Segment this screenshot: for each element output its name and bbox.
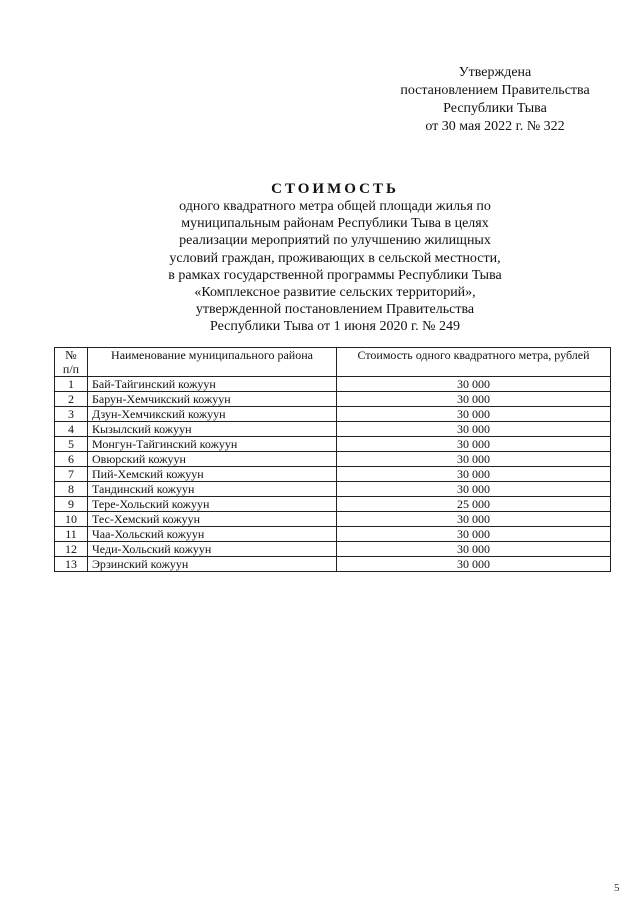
cost-value: 30 000 xyxy=(337,467,611,482)
approval-line-4: от 30 мая 2022 г. № 322 xyxy=(425,119,565,134)
cost-value: 30 000 xyxy=(337,407,611,422)
row-number: 13 xyxy=(55,557,88,572)
cost-value: 30 000 xyxy=(337,377,611,392)
table-row xyxy=(55,497,611,512)
row-number: 10 xyxy=(55,512,88,527)
table-row xyxy=(55,392,611,407)
subtitle-line: Республики Тыва от 1 июня 2020 г. № 249 xyxy=(210,319,460,335)
row-number: 9 xyxy=(55,497,88,512)
district-name: Эрзинский кожуун xyxy=(88,557,337,572)
cost-value: 30 000 xyxy=(337,392,611,407)
district-name: Чеди-Хольский кожуун xyxy=(88,542,337,557)
row-number: 11 xyxy=(55,527,88,542)
district-name: Чаа-Хольский кожуун xyxy=(88,527,337,542)
row-number: 7 xyxy=(55,467,88,482)
row-number: 4 xyxy=(55,422,88,437)
district-name: Овюрский кожуун xyxy=(88,452,337,467)
header-district-name: Наименование муниципального района xyxy=(88,348,337,377)
title-block xyxy=(100,180,570,336)
table-row xyxy=(55,527,611,542)
approval-block xyxy=(380,64,610,136)
table-row xyxy=(55,452,611,467)
cost-value: 30 000 xyxy=(337,527,611,542)
subtitle-line: условий граждан, проживающих в сельской местности, xyxy=(169,250,501,266)
header-number xyxy=(55,348,88,377)
district-name: Барун-Хемчикский кожуун xyxy=(88,392,337,407)
district-name: Тандинский кожуун xyxy=(88,482,337,497)
cost-value: 30 000 xyxy=(337,437,611,452)
district-name: Пий-Хемский кожуун xyxy=(88,467,337,482)
subtitle-line: в рамках государственной программы Республики Тыва xyxy=(168,267,502,283)
header-number-line-1: № xyxy=(65,348,77,362)
subtitle-line: «Комплексное развитие сельских территорий», xyxy=(194,285,476,301)
document-subtitle xyxy=(100,198,570,336)
document-title: СТОИМОСТЬ xyxy=(271,181,399,197)
row-number: 6 xyxy=(55,452,88,467)
table-row xyxy=(55,422,611,437)
district-name: Тере-Хольский кожуун xyxy=(88,497,337,512)
approval-line-2: постановлением Правительства xyxy=(400,83,590,98)
row-number: 2 xyxy=(55,392,88,407)
cost-table xyxy=(54,347,611,572)
subtitle-line: утвержденной постановлением Правительства xyxy=(195,302,475,318)
subtitle-line: муниципальным районам Республики Тыва в целях xyxy=(181,216,489,232)
district-name: Дзун-Хемчикский кожуун xyxy=(88,407,337,422)
table-row xyxy=(55,512,611,527)
district-name: Монгун-Тайгинский кожуун xyxy=(88,437,337,452)
table-row xyxy=(55,542,611,557)
cost-value: 30 000 xyxy=(337,512,611,527)
district-name: Бай-Тайгинский кожуун xyxy=(88,377,337,392)
row-number: 3 xyxy=(55,407,88,422)
district-name: Кызылский кожуун xyxy=(88,422,337,437)
cost-value: 30 000 xyxy=(337,557,611,572)
row-number: 1 xyxy=(55,377,88,392)
cost-value: 30 000 xyxy=(337,452,611,467)
table-row xyxy=(55,407,611,422)
approval-line-3: Республики Тыва xyxy=(443,101,547,116)
approval-line-1: Утверждена xyxy=(458,65,532,80)
table-row xyxy=(55,557,611,572)
table-row xyxy=(55,482,611,497)
row-number: 5 xyxy=(55,437,88,452)
row-number: 12 xyxy=(55,542,88,557)
cost-value: 30 000 xyxy=(337,482,611,497)
header-cost: Стоимость одного квадратного метра, рублей xyxy=(337,348,611,377)
district-name: Тес-Хемский кожуун xyxy=(88,512,337,527)
table-row xyxy=(55,377,611,392)
cost-value: 25 000 xyxy=(337,497,611,512)
header-number-line-2: п/п xyxy=(62,362,80,376)
page-number: 5 xyxy=(614,882,620,894)
cost-value: 30 000 xyxy=(337,542,611,557)
table-row xyxy=(55,467,611,482)
table-header-row xyxy=(55,348,611,377)
cost-value: 30 000 xyxy=(337,422,611,437)
subtitle-line: реализации мероприятий по улучшению жилищных xyxy=(179,233,491,249)
row-number: 8 xyxy=(55,482,88,497)
subtitle-line: одного квадратного метра общей площади жилья по xyxy=(179,199,491,214)
table-row xyxy=(55,437,611,452)
